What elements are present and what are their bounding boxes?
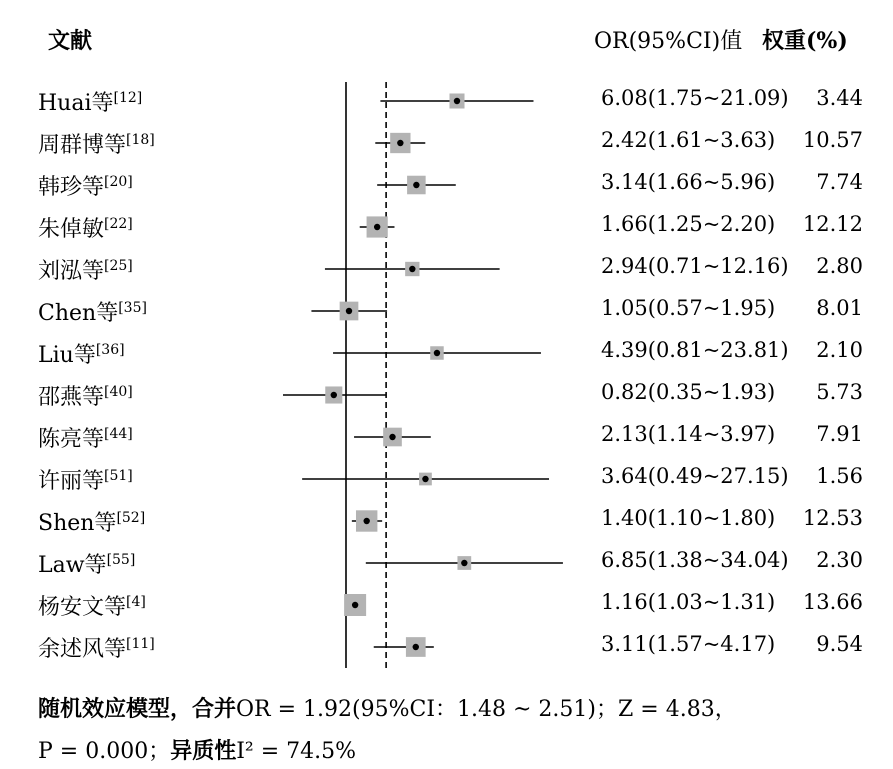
reference-number: [20] <box>104 174 133 190</box>
or-ci-value: 3.14(1.66~5.96) <box>601 170 776 194</box>
study-name: 杨安文等 <box>38 595 127 620</box>
weight-value: 2.80 <box>816 254 863 278</box>
weight-value: 1.56 <box>816 464 863 488</box>
reference-number: [44] <box>104 426 133 442</box>
reference-number: [12] <box>113 90 143 106</box>
or-ci-value: 6.85(1.38~34.04) <box>601 548 789 572</box>
study-name: Shen等 <box>38 511 117 536</box>
reference-number: [18] <box>126 132 155 148</box>
study-name: 韩珍等 <box>38 175 105 200</box>
or-ci-value: 1.66(1.25~2.20) <box>601 212 776 236</box>
study-label <box>38 296 147 327</box>
study-name: Chen等 <box>38 301 119 326</box>
study-label <box>38 590 146 621</box>
reference-number: [4] <box>126 594 146 610</box>
or-ci-value: 1.16(1.03~1.31) <box>601 590 776 614</box>
study-row <box>0 458 893 500</box>
study-label <box>38 86 142 117</box>
model-label: 随机效应模型，合并 <box>38 696 237 722</box>
weight-value: 2.10 <box>816 338 863 362</box>
study-column-header: 文献 <box>48 28 93 54</box>
study-label <box>38 632 155 663</box>
weight-value: 2.30 <box>816 548 863 572</box>
heterogeneity-label: 异质性 <box>170 738 237 764</box>
reference-number: [55] <box>106 552 136 568</box>
weight-value: 3.44 <box>816 86 863 110</box>
or-ci-value: 3.11(1.57~4.17) <box>601 632 776 656</box>
reference-number: [36] <box>95 342 125 358</box>
study-name: 周群博等 <box>38 133 127 158</box>
study-name: 邵燕等 <box>38 385 105 410</box>
study-label <box>38 422 133 453</box>
study-row <box>0 206 893 248</box>
study-label <box>38 212 133 243</box>
study-name: 余述风等 <box>38 637 127 662</box>
study-row <box>0 122 893 164</box>
study-label <box>38 254 133 285</box>
study-row <box>0 248 893 290</box>
study-row <box>0 626 893 668</box>
weight-value: 12.53 <box>802 506 863 530</box>
study-label <box>38 128 155 159</box>
study-row <box>0 332 893 374</box>
reference-number: [11] <box>126 636 155 652</box>
or-column-header: OR(95%CI)值 <box>594 29 743 54</box>
study-label <box>38 464 133 495</box>
study-label <box>38 380 133 411</box>
or-ci-value: 1.05(0.57~1.95) <box>601 296 776 320</box>
weight-value: 7.74 <box>816 170 863 194</box>
weight-value: 9.54 <box>816 632 863 656</box>
weight-column-header: 权重(%) <box>762 28 848 54</box>
study-name: 朱倬敏 <box>38 217 105 242</box>
study-name: 刘泓等 <box>38 259 105 284</box>
pooled-or-text: OR = 1.92(95%CI：1.48 ~ 2.51)；Z = 4.83， <box>236 697 737 722</box>
study-row <box>0 80 893 122</box>
weight-value: 10.57 <box>802 128 863 152</box>
study-row <box>0 542 893 584</box>
study-row <box>0 374 893 416</box>
reference-number: [22] <box>104 216 133 232</box>
pooled-result-line <box>38 692 737 723</box>
weight-value: 7.91 <box>816 422 863 446</box>
or-ci-value: 6.08(1.75~21.09) <box>601 86 789 110</box>
or-ci-value: 2.94(0.71~12.16) <box>601 254 789 278</box>
or-ci-value: 3.64(0.49~27.15) <box>601 464 789 488</box>
study-row <box>0 164 893 206</box>
study-row <box>0 416 893 458</box>
study-label <box>38 170 133 201</box>
study-label <box>38 506 145 537</box>
i2-text: I² = 74.5% <box>236 739 357 764</box>
weight-value: 12.12 <box>802 212 863 236</box>
study-row <box>0 584 893 626</box>
or-ci-value: 2.42(1.61~3.63) <box>601 128 776 152</box>
or-ci-value: 1.40(1.10~1.80) <box>601 506 776 530</box>
study-name: Law等 <box>38 553 107 578</box>
study-name: Huai等 <box>38 91 114 116</box>
weight-value: 13.66 <box>802 590 863 614</box>
reference-number: [35] <box>118 300 147 316</box>
study-row <box>0 290 893 332</box>
p-value-text: P = 0.000； <box>38 739 171 764</box>
or-ci-value: 2.13(1.14~3.97) <box>601 422 776 446</box>
study-row <box>0 500 893 542</box>
study-name: Liu等 <box>38 343 96 368</box>
weight-value: 8.01 <box>816 296 863 320</box>
study-label <box>38 338 125 369</box>
reference-number: [51] <box>104 468 133 484</box>
heterogeneity-line <box>38 734 356 765</box>
reference-number: [40] <box>104 384 133 400</box>
or-ci-value: 0.82(0.35~1.93) <box>601 380 776 404</box>
weight-value: 5.73 <box>816 380 863 404</box>
or-ci-value: 4.39(0.81~23.81) <box>601 338 789 362</box>
reference-number: [52] <box>116 510 146 526</box>
reference-number: [25] <box>104 258 133 274</box>
study-name: 许丽等 <box>38 469 105 494</box>
study-label <box>38 548 135 579</box>
study-name: 陈亮等 <box>38 427 105 452</box>
